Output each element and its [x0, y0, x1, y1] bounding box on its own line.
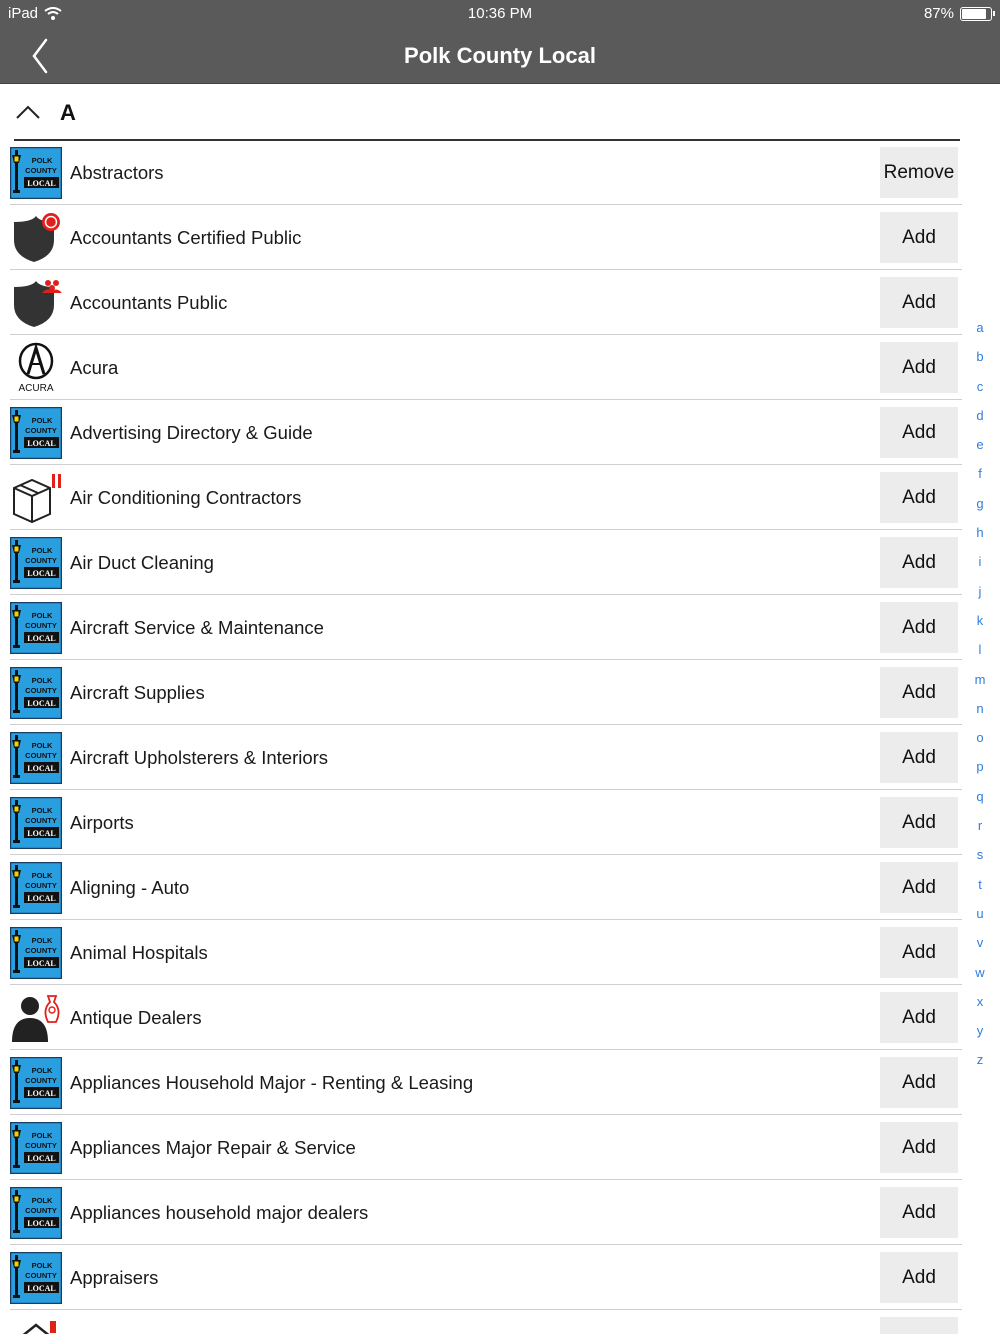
svg-text:POLK: POLK	[31, 806, 53, 815]
svg-text:COUNTY: COUNTY	[25, 1076, 57, 1085]
svg-text:COUNTY: COUNTY	[25, 881, 57, 890]
polk-county-local-logo-icon	[10, 1252, 62, 1304]
index-letter[interactable]: w	[975, 964, 985, 980]
add-button[interactable]: Add	[880, 1057, 958, 1108]
svg-text:COUNTY: COUNTY	[25, 1206, 57, 1215]
add-button[interactable]: Add	[880, 537, 958, 588]
index-letter[interactable]: f	[978, 466, 982, 482]
list-item-label: Advertising Directory & Guide	[70, 422, 313, 443]
polk-county-local-logo-icon	[10, 797, 62, 849]
add-button[interactable]: Add	[880, 407, 958, 458]
svg-text:POLK: POLK	[31, 1261, 53, 1270]
svg-text:POLK: POLK	[31, 871, 53, 880]
index-letter[interactable]: g	[976, 495, 984, 511]
polk-county-local-logo-icon	[10, 732, 62, 784]
list-item-label: Appraisers	[70, 1267, 159, 1288]
polk-county-local-logo-icon	[10, 927, 62, 979]
list-item[interactable]	[10, 855, 962, 920]
polk-county-local-logo-icon	[10, 147, 62, 199]
svg-text:POLK: POLK	[31, 156, 53, 165]
list-item[interactable]	[10, 400, 962, 465]
polk-county-local-logo-icon	[10, 537, 62, 589]
index-letter[interactable]: u	[976, 905, 984, 921]
svg-text:LOCAL: LOCAL	[27, 439, 56, 448]
list-item[interactable]	[10, 335, 962, 400]
svg-text:COUNTY: COUNTY	[25, 556, 57, 565]
svg-text:COUNTY: COUNTY	[25, 751, 57, 760]
acura-logo-icon	[10, 342, 62, 394]
chevron-up-icon[interactable]	[14, 102, 42, 122]
svg-text:POLK: POLK	[31, 741, 53, 750]
house-icon	[10, 1317, 62, 1334]
list-item[interactable]	[10, 530, 962, 595]
index-letter[interactable]: l	[978, 642, 982, 658]
battery-icon	[960, 7, 992, 21]
index-letter[interactable]: t	[978, 876, 982, 892]
list-item[interactable]	[10, 595, 962, 660]
section-letter: A	[60, 100, 76, 125]
svg-text:POLK: POLK	[31, 936, 53, 945]
list-item-label: Appliances household major dealers	[70, 1202, 369, 1223]
status-right	[924, 5, 992, 22]
status-bar	[0, 0, 1000, 28]
add-button[interactable]: Add	[880, 862, 958, 913]
svg-text:LOCAL: LOCAL	[27, 829, 56, 838]
index-letter[interactable]: z	[976, 1052, 984, 1068]
list-item[interactable]	[10, 725, 962, 790]
list-item-label: Aircraft Upholsterers & Interiors	[70, 747, 329, 768]
index-letter[interactable]: o	[976, 730, 984, 746]
box-tools-icon	[10, 472, 62, 524]
category-list[interactable]	[0, 140, 962, 1334]
list-item[interactable]	[10, 985, 962, 1050]
list-item-label: Abstractors	[70, 162, 164, 183]
svg-text:COUNTY: COUNTY	[25, 816, 57, 825]
index-letter[interactable]: h	[976, 525, 984, 541]
svg-text:POLK: POLK	[31, 1196, 53, 1205]
list-item[interactable]	[10, 1050, 962, 1115]
svg-text:LOCAL: LOCAL	[27, 764, 56, 773]
index-letter[interactable]: a	[976, 320, 984, 335]
list-item[interactable]	[10, 660, 962, 725]
section-header	[0, 84, 1000, 140]
index-letter[interactable]: m	[974, 671, 986, 687]
list-item[interactable]	[10, 790, 962, 855]
svg-text:LOCAL: LOCAL	[27, 959, 56, 968]
index-letter[interactable]: n	[976, 700, 984, 716]
svg-text:COUNTY: COUNTY	[25, 621, 57, 630]
svg-text:POLK: POLK	[31, 1066, 53, 1075]
add-button[interactable]: Add	[880, 927, 958, 978]
add-button[interactable]: Add	[880, 277, 958, 328]
index-letter[interactable]: b	[976, 349, 984, 365]
index-letter[interactable]: d	[976, 407, 984, 423]
svg-text:COUNTY: COUNTY	[25, 1141, 57, 1150]
add-button[interactable]: Add	[880, 667, 958, 718]
index-letter[interactable]: x	[976, 993, 984, 1009]
svg-text:ACURA: ACURA	[18, 383, 54, 394]
add-button[interactable]: Add	[880, 797, 958, 848]
list-item[interactable]	[10, 1310, 962, 1334]
list-item[interactable]	[10, 1180, 962, 1245]
add-button[interactable]: Add	[880, 472, 958, 523]
polk-county-local-logo-icon	[10, 602, 62, 654]
index-letter[interactable]: p	[976, 759, 984, 775]
index-letter[interactable]: e	[976, 437, 984, 453]
list-item[interactable]	[10, 270, 962, 335]
alphabet-index[interactable]	[966, 320, 994, 1082]
list-item-label: Appliances Major Repair & Service	[70, 1137, 356, 1158]
shield-people-icon	[10, 277, 62, 329]
list-item-label: Aircraft Service & Maintenance	[70, 617, 324, 638]
index-letter[interactable]: s	[976, 847, 984, 863]
status-time: 10:36 PM	[467, 5, 533, 22]
list-item-label: Animal Hospitals	[70, 942, 208, 963]
list-item[interactable]	[10, 1115, 962, 1180]
list-item-label: Accountants Certified Public	[70, 227, 302, 248]
list-item-label: Aligning - Auto	[70, 877, 190, 898]
add-button[interactable]: Add	[880, 1187, 958, 1238]
list-item[interactable]	[10, 1245, 962, 1310]
shield-badge-icon	[10, 212, 62, 264]
index-letter[interactable]: i	[978, 554, 982, 570]
polk-county-local-logo-icon	[10, 1122, 62, 1174]
index-letter[interactable]: y	[976, 1023, 984, 1039]
list-item-label: Antique Dealers	[70, 1007, 202, 1028]
index-letter[interactable]: r	[977, 818, 983, 834]
list-item-label: Acura	[70, 357, 119, 378]
list-item[interactable]	[10, 140, 962, 205]
list-item-label: Air Conditioning Contractors	[70, 487, 302, 508]
add-button[interactable]: Add	[880, 342, 958, 393]
navigation-bar	[0, 28, 1000, 84]
list-item[interactable]	[10, 920, 962, 985]
add-button[interactable]: Add	[880, 1252, 958, 1303]
svg-text:LOCAL: LOCAL	[27, 1089, 56, 1098]
device-name: iPad	[8, 5, 39, 22]
svg-text:COUNTY: COUNTY	[25, 686, 57, 695]
polk-county-local-logo-icon	[10, 1187, 62, 1239]
list-item-label: Appliances Household Major - Renting & Leasing	[70, 1072, 474, 1093]
add-button[interactable]: Add	[880, 212, 958, 263]
add-button[interactable]: Add	[880, 732, 958, 783]
page-title: Polk County Local	[404, 43, 596, 68]
index-letter[interactable]: q	[976, 788, 984, 804]
svg-text:LOCAL: LOCAL	[27, 1284, 56, 1293]
svg-text:COUNTY: COUNTY	[25, 426, 57, 435]
add-button[interactable]	[880, 1317, 958, 1334]
svg-text:LOCAL: LOCAL	[27, 1154, 56, 1163]
svg-text:LOCAL: LOCAL	[27, 1219, 56, 1228]
svg-text:COUNTY: COUNTY	[25, 946, 57, 955]
list-item[interactable]	[10, 465, 962, 530]
list-item-label: Accountants Public	[70, 292, 228, 313]
svg-text:COUNTY: COUNTY	[25, 1271, 57, 1280]
polk-county-local-logo-icon	[10, 667, 62, 719]
svg-text:POLK: POLK	[31, 1131, 53, 1140]
svg-text:POLK: POLK	[31, 546, 53, 555]
add-button[interactable]: Add	[880, 602, 958, 653]
index-letter[interactable]: k	[976, 612, 984, 628]
remove-button[interactable]: Remove	[880, 147, 958, 198]
person-vase-icon	[10, 992, 62, 1044]
polk-county-local-logo-icon	[10, 407, 62, 459]
index-letter[interactable]: j	[978, 583, 982, 599]
svg-text:LOCAL: LOCAL	[27, 699, 56, 708]
battery-percent: 87%	[923, 5, 954, 22]
add-button[interactable]: Add	[880, 992, 958, 1043]
list-item-label: Aircraft Supplies	[70, 682, 205, 703]
add-button[interactable]: Add	[880, 1122, 958, 1173]
polk-county-local-logo-icon	[10, 1057, 62, 1109]
svg-text:POLK: POLK	[31, 676, 53, 685]
svg-text:POLK: POLK	[31, 611, 53, 620]
list-item-label: Airports	[70, 812, 134, 833]
svg-text:LOCAL: LOCAL	[27, 179, 56, 188]
index-letter[interactable]: c	[976, 378, 984, 394]
index-letter[interactable]: v	[976, 935, 984, 951]
svg-text:COUNTY: COUNTY	[25, 166, 57, 175]
svg-text:POLK: POLK	[31, 416, 53, 425]
polk-county-local-logo-icon	[10, 862, 62, 914]
list-item-label: Air Duct Cleaning	[70, 552, 214, 573]
list-item[interactable]	[10, 205, 962, 270]
svg-text:LOCAL: LOCAL	[27, 894, 56, 903]
svg-text:LOCAL: LOCAL	[27, 634, 56, 643]
svg-text:LOCAL: LOCAL	[27, 569, 56, 578]
